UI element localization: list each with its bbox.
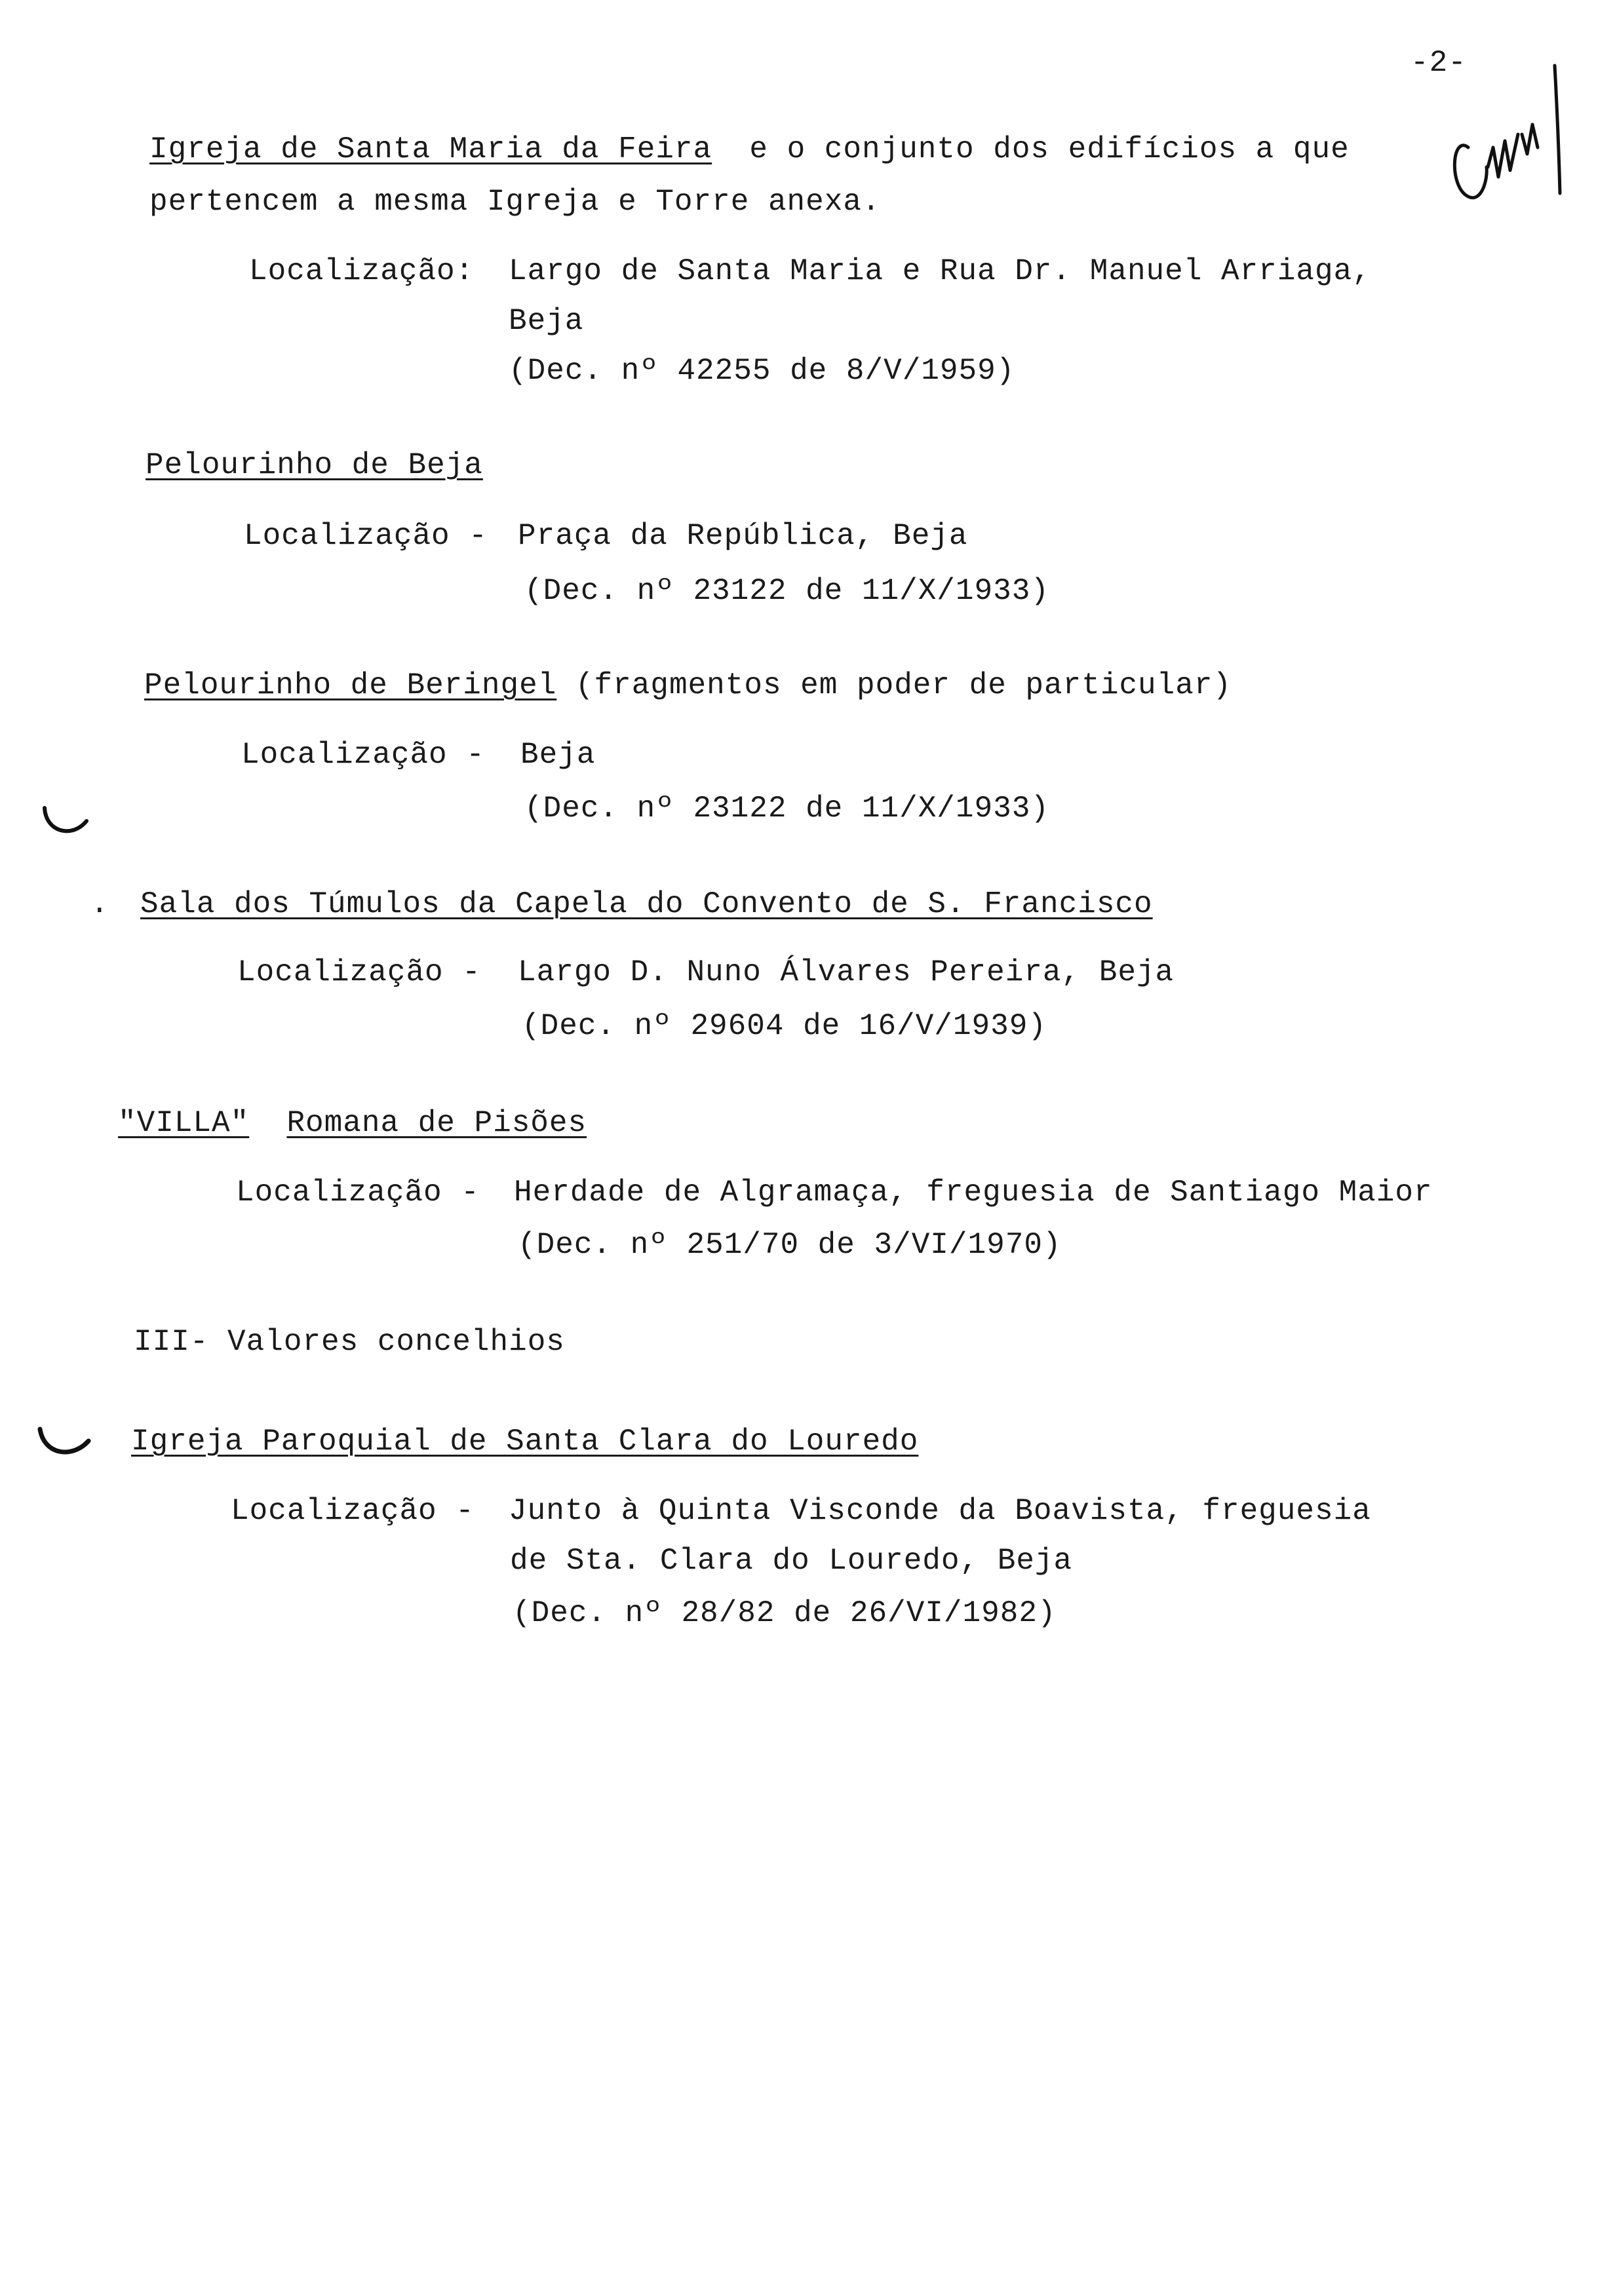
section-III-location-line2: de Sta. Clara do Louredo, Beja — [510, 1544, 1073, 1578]
section-4-location-line1: Largo D. Nuno Álvares Pereira, Beja — [518, 955, 1175, 989]
margin-check-mark — [39, 803, 92, 842]
bullet-dot: . — [90, 887, 109, 921]
section-1-title: Igreja de Santa Maria da Feira — [149, 132, 712, 166]
section-5-title: Romana de Pisões — [286, 1106, 587, 1140]
section-1-decree: (Dec. nº 42255 de 8/V/1959) — [509, 354, 1015, 388]
section-3-decree: (Dec. nº 23122 de 11/X/1933) — [524, 792, 1049, 826]
section-1-location-label: Localização: — [249, 254, 475, 288]
section-1-location-line1: Largo de Santa Maria e Rua Dr. Manuel Arriaga, — [509, 254, 1371, 288]
section-4-title: Sala dos Túmulos da Capela do Convento de S. Francisco — [140, 887, 1153, 921]
section-2-location-label: Localização - — [244, 519, 488, 553]
section-5-title-prefix: "VILLA" — [118, 1106, 250, 1140]
section-III-decree: (Dec. nº 28/82 de 26/VI/1982) — [513, 1596, 1057, 1630]
margin-check-mark-2 — [36, 1425, 95, 1464]
section-1-title-line2: pertencem a mesma Igreja e Torre anexa. — [149, 185, 881, 219]
section-5-heading-line — [118, 1103, 587, 1143]
section-3-title: Pelourinho de Beringel — [144, 668, 557, 702]
section-2-title: Pelourinho de Beja — [146, 448, 483, 482]
section-4-decree: (Dec. nº 29604 de 16/V/1939) — [522, 1009, 1047, 1043]
section-5-location-line1: Herdade de Algramaça, freguesia de Santiago Maior — [514, 1176, 1433, 1210]
section-3-location-label: Localização - — [241, 738, 485, 772]
section-2-decree: (Dec. nº 23122 de 11/X/1933) — [524, 574, 1049, 608]
section-III-location-line1: Junto à Quinta Visconde da Boavista, freguesia — [509, 1494, 1371, 1528]
section-3-location-line1: Beja — [520, 738, 596, 772]
page-number: -2- — [1411, 46, 1467, 80]
section-3-heading-line — [144, 666, 1232, 705]
section-III-title: Igreja Paroquial de Santa Clara do Louredo — [131, 1425, 919, 1459]
handwritten-initials — [1442, 62, 1573, 220]
section-5-location-label: Localização - — [236, 1176, 480, 1210]
section-III-location-label: Localização - — [231, 1494, 475, 1528]
heading-III: III- Valores concelhios — [134, 1325, 565, 1359]
section-5-decree: (Dec. nº 251/70 de 3/VI/1970) — [518, 1228, 1062, 1262]
section-1-heading-line — [149, 130, 1350, 169]
section-1-title-suffix: e o conjunto dos edifícios a que — [749, 132, 1350, 166]
section-4-location-label: Localização - — [237, 955, 481, 989]
section-1-location-line2: Beja — [509, 304, 584, 338]
section-2-location-line1: Praça da República, Beja — [518, 519, 968, 553]
section-3-title-suffix: (fragmentos em poder de particular) — [575, 668, 1232, 702]
